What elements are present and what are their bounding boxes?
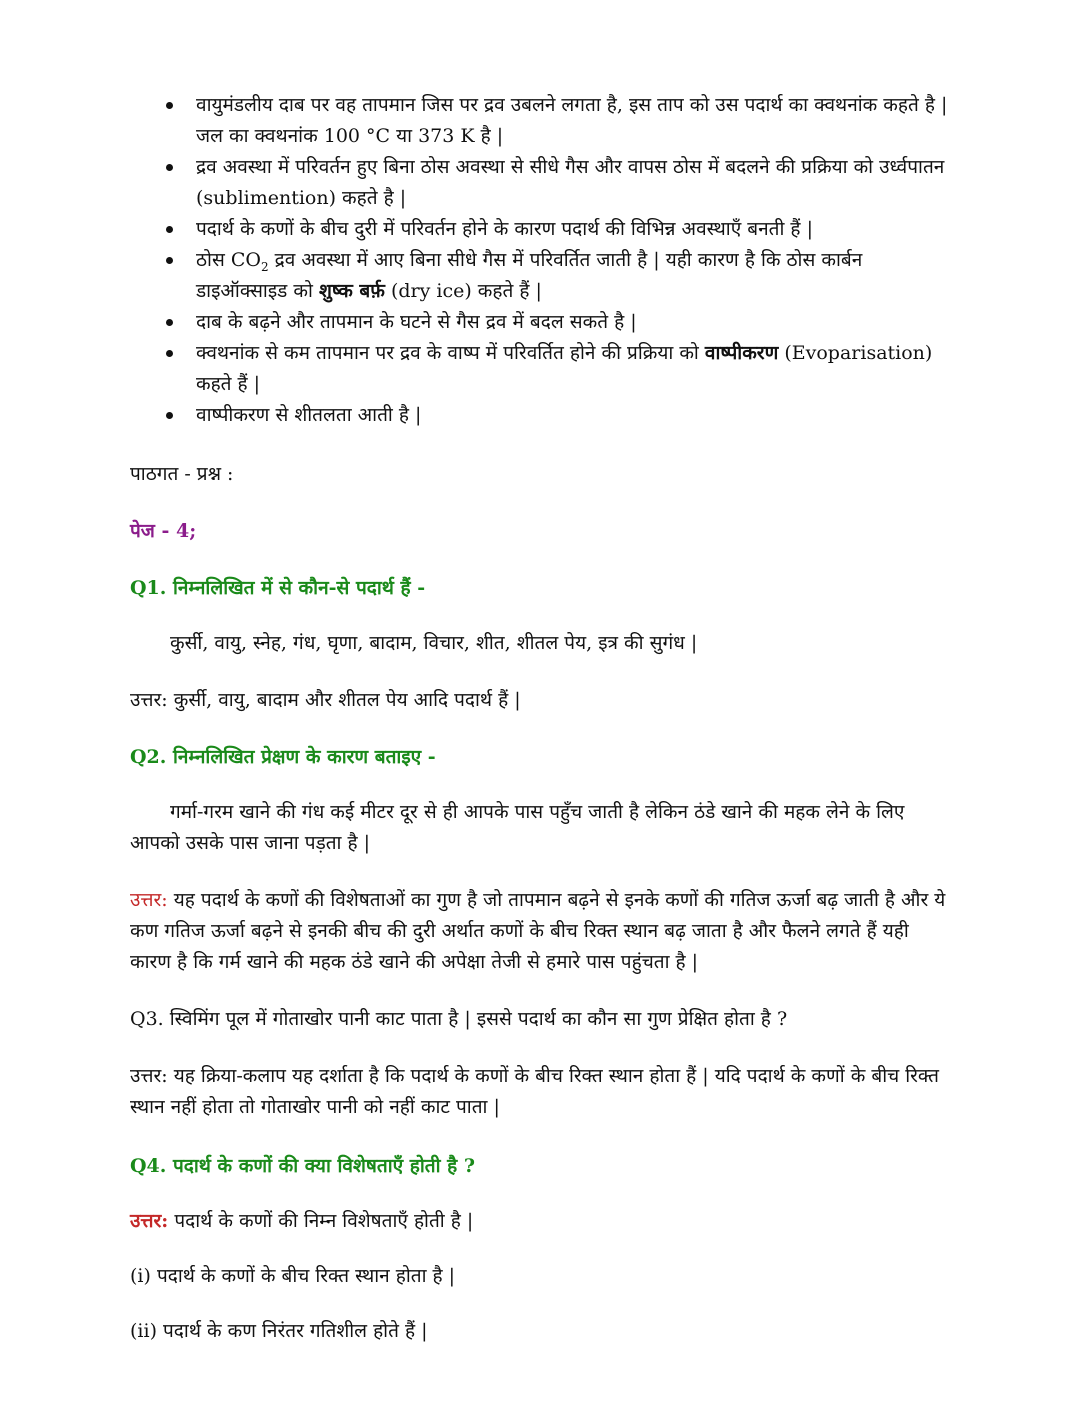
q2-answer: उत्तर: यह पदार्थ के कणों की विशेषताओं का गुण है जो तापमान बढ़ने से इनके कणों की गतिज ऊर्जा बढ़ जाती है और ये कण गतिज ऊर्जा बढ़ने से इनकी बीच की दुरी अर्थात कणों के बीच रिक्त स्थान बढ़ जाता है और फैलने लगते हैं यही कारण है कि गर्म खाने की महक ठंडे खाने की अपेक्षा तेजी से हमारे पास पहुंचता है | (130, 889, 946, 973)
q1-text: कुर्सी, वायु, स्नेह, गंध, घृणा, बादाम, विचार, शीत, शीतल पेय, इत्र की सुगंध | (170, 632, 698, 654)
bullet-item-sublimation: द्रव अवस्था में परिवर्तन हुए बिना ठोस अवस्था से सीधे गैस और वापस ठोस में बदलने की प्रक्रिया को उर्ध्वपातन (sublimention) कहते है | (196, 152, 954, 214)
q4-answer-label: उत्तर: (130, 1210, 169, 1232)
q3-answer: उत्तर: यह क्रिया-कलाप यह दर्शाता है कि पदार्थ के कणों के बीच रिक्त स्थान होता हैं | यदि पदार्थ के कणों के बीच रिक्त स्थान नहीं होता तो गोताखोर पानी को नहीं काट पाता | (130, 1065, 939, 1118)
q4-point-1: (i) पदार्थ के कणों के बीच रिक्त स्थान होता है | (130, 1265, 456, 1287)
page-label: पेज - 4; (130, 520, 197, 542)
bullet-item-states: पदार्थ के कणों के बीच दुरी में परिवर्तन होने के कारण पदार्थ की विभिन्न अवस्थाएँ बनती हैं | (196, 214, 954, 245)
q2-answer-label: उत्तर: (130, 889, 168, 911)
bullet-item-cooling: वाष्पीकरण से शीतलता आती है | (196, 400, 954, 431)
q2-text: गर्मा-गरम खाने की गंध कई मीटर दूर से ही आपके पास पहुँच जाती है लेकिन ठंडे खाने की महक लेने के लिए आपको उसके पास जाना पड़ता है | (130, 801, 905, 854)
dry-ice-term: शुष्क बर्फ़ (318, 280, 385, 302)
bullet-list (130, 90, 954, 431)
q1-title: Q1. निम्नलिखित में से कौन-से पदार्थ हैं - (130, 577, 426, 599)
q4-answer: उत्तर: पदार्थ के कणों की निम्न विशेषताएँ होती है | (130, 1210, 474, 1232)
bullet-item-pressure: दाब के बढ़ने और तापमान के घटने से गैस द्रव में बदल सकते है | (196, 307, 954, 338)
q4-title: Q4. पदार्थ के कणों की क्या विशेषताएँ होती है ? (130, 1155, 475, 1177)
evaporation-term: वाष्पीकरण (704, 342, 779, 364)
bullet-item-dry-ice: ठोस $CO_2$ द्रव अवस्था में आए बिना सीधे गैस में परिवर्तित जाती है | यही कारण है कि ठोस कार्बन डाइऑक्साइड को शुष्क बर्फ़ (dry ice) कहते हैं | (196, 245, 954, 307)
q2-title: Q2. निम्नलिखित प्रेक्षण के कारण बताइए - (130, 746, 436, 768)
q3-title: Q3. स्विमिंग पूल में गोताखोर पानी काट पाता है | इससे पदार्थ का कौन सा गुण प्रेक्षित होता है ? (130, 1008, 788, 1030)
q4-point-2: (ii) पदार्थ के कण निरंतर गतिशील होते हैं | (130, 1320, 428, 1342)
bullet-item-boiling-point: वायुमंडलीय दाब पर वह तापमान जिस पर द्रव उबलने लगता है, इस ताप को उस पदार्थ का क्वथनांक कहते है | जल का क्वथनांक 100 °C या 373 K है | (196, 90, 954, 152)
q1-answer: उत्तर: कुर्सी, वायु, बादाम और शीतल पेय आदि पदार्थ हैं | (130, 689, 521, 711)
textual-questions-label: पाठगत - प्रश्न : (130, 463, 234, 485)
bullet-item-evaporation: क्वथनांक से कम तापमान पर द्रव के वाष्प में परिवर्तित होने की प्रक्रिया को वाष्पीकरण (Evoparisation) कहते हैं | (196, 338, 954, 400)
